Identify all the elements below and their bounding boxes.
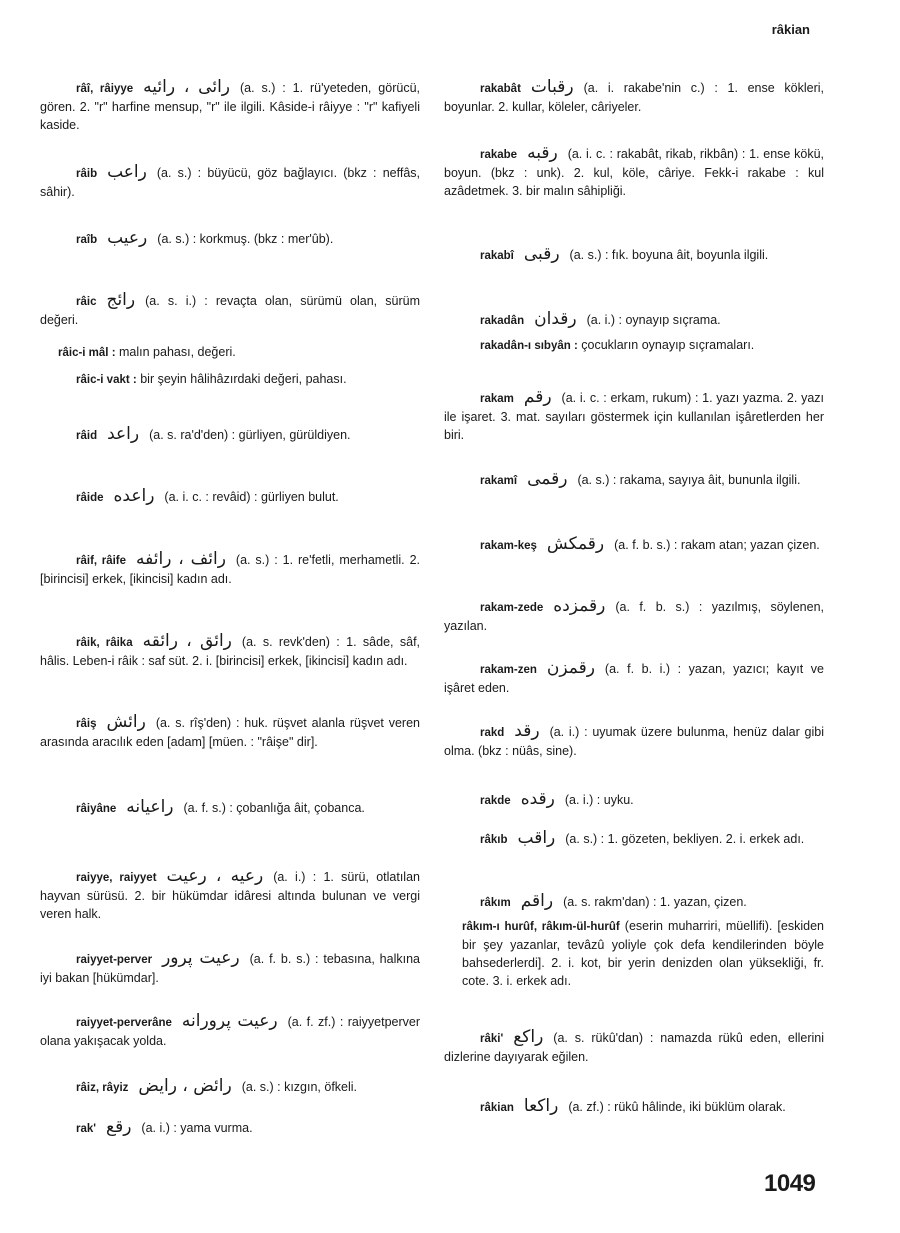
- headword: rakabât: [480, 83, 521, 95]
- headword: rak': [76, 1123, 97, 1135]
- arabic-script: رقمزن: [546, 658, 595, 678]
- headword: râî, râiyye: [76, 83, 134, 95]
- dictionary-entry: [40, 229, 420, 249]
- dictionary-entry: [444, 892, 824, 912]
- dictionary-entry: [40, 1012, 420, 1050]
- dictionary-entry: [444, 1097, 824, 1117]
- headword: rakd: [480, 727, 505, 739]
- dictionary-entry: [40, 1118, 420, 1138]
- dictionary-entry: [40, 343, 420, 362]
- headword: râiş: [76, 718, 97, 730]
- headword: rakam-zede: [480, 602, 544, 614]
- definition: bir şeyin hâlihâzırdaki değeri, pahası.: [140, 372, 347, 386]
- dictionary-entry: [40, 1077, 420, 1097]
- arabic-script: رعيه ، رعيت: [166, 866, 264, 886]
- headword: rakadân-ı sıbyân :: [480, 340, 578, 352]
- dictionary-entry: [444, 310, 824, 330]
- headword: râik, râika: [76, 637, 133, 649]
- arabic-script: رقم: [523, 387, 552, 407]
- dictionary-entry: [40, 163, 420, 201]
- headword: râic: [76, 296, 97, 308]
- dictionary-entry: [40, 867, 420, 923]
- definition: (a. s.) : büyücü, göz bağlayıcı. (bkz : neffâs, sâhir).: [40, 166, 420, 199]
- headword: râic-i mâl :: [58, 347, 116, 359]
- arabic-script: راعده: [113, 486, 155, 506]
- headword: râide: [76, 492, 104, 504]
- definition: (a. i. c. : erkam, rukum) : 1. yazı yazma. 2. yazı ile işaret. 3. mat. sayıları göstermek için kullanılan işâretlerden her biri.: [444, 391, 824, 442]
- definition: (a. s. rükû'dan) : namazda rükû eden, ellerini dizlerine dayıyarak eğilen.: [444, 1031, 824, 1064]
- arabic-script: راعيانه: [126, 797, 174, 817]
- headword: râiyâne: [76, 803, 117, 815]
- definition: (a. s.) : 1. gözeten, bekliyen. 2. i. erkek adı.: [565, 832, 805, 846]
- arabic-script: رقبه: [527, 143, 558, 163]
- dictionary-entry: [444, 1028, 824, 1066]
- headword: rakam: [480, 393, 514, 405]
- dictionary-entry: [40, 798, 420, 818]
- headword: rakadân: [480, 315, 525, 327]
- arabic-script: راكعا: [523, 1096, 559, 1116]
- headword: rakamî: [480, 475, 518, 487]
- running-head: râkian: [771, 22, 810, 37]
- arabic-script: رقده: [520, 789, 555, 809]
- dictionary-entry: [444, 722, 824, 760]
- headword: rakabe: [480, 149, 518, 161]
- definition: (a. s.) : 1. rü'yeteden, görücü, gören. 2. "r" harfine mensup, "r" ile ilgili. Kâside-i râiyye : "r" kafiyeli kaside.: [40, 81, 420, 132]
- definition: (a. i. rakabe'nin c.) : 1. ense kökleri, boyunlar. 2. kullar, köleler, câriyeler.: [444, 81, 824, 114]
- arabic-script: رقبات: [530, 77, 574, 97]
- definition: (a. i. c. : rakabât, rikab, rikbân) : 1. ense kökü, boyun. (bkz : unk). 2. kul, köle, câriye. Fekk-i rakabe : kul azâdetmek. 3. bir malın sâhipliği.: [444, 147, 824, 198]
- page-number: 1049: [764, 1170, 816, 1197]
- dictionary-entry: [444, 245, 824, 265]
- dictionary-entry: [444, 144, 824, 200]
- headword: rakabî: [480, 250, 514, 262]
- dictionary-entry: [40, 425, 420, 445]
- headword: rakam-zen: [480, 664, 537, 676]
- arabic-script: رقدان: [534, 309, 577, 329]
- definition: (a. f. b. s.) : yazılmış, söylenen, yazılan.: [444, 600, 824, 633]
- dictionary-entry: [444, 829, 824, 849]
- definition: (a. s.) : korkmuş. (bkz : mer'ûb).: [157, 232, 334, 246]
- dictionary-entry: [40, 949, 420, 987]
- headword: raiyyet-perver: [76, 954, 153, 966]
- headword: râkian: [480, 1102, 514, 1114]
- arabic-script: راعد: [107, 424, 140, 444]
- dictionary-entry: [40, 713, 420, 751]
- headword: râiz, râyiz: [76, 1082, 129, 1094]
- dictionary-entry: [444, 659, 824, 697]
- headword: râif, râife: [76, 555, 127, 567]
- arabic-script: رقمكش: [546, 534, 605, 554]
- headword: raiyye, raiyyet: [76, 872, 157, 884]
- headword: râic-i vakt :: [76, 374, 137, 386]
- headword: raîb: [76, 234, 98, 246]
- headword: râkım: [480, 897, 511, 909]
- dictionary-entry: [40, 291, 420, 329]
- definition: (a. i.) : uyumak üzere bulunma, henüz dalar gibi olma. (bkz : nüâs, sine).: [444, 725, 824, 758]
- arabic-script: رعيت پرور: [162, 948, 240, 968]
- dictionary-entry: [40, 632, 420, 670]
- dictionary-entry: [40, 487, 420, 507]
- headword: râkım-ı hurûf, râkım-ül-hurûf: [462, 921, 620, 933]
- definition: (a. i.) : uyku.: [564, 793, 634, 807]
- definition: (a. s. rakm'dan) : 1. yazan, çizen.: [563, 895, 747, 909]
- definition: (a. f. zf.) : raiyyetperver olana yakışacak yolda.: [40, 1015, 420, 1048]
- definition: (a. s.) : fık. boyuna âit, boyunla ilgili.: [569, 248, 769, 262]
- definition: çocukların oynayıp sıçramaları.: [581, 338, 755, 352]
- dictionary-entry: [444, 78, 824, 116]
- definition: (a. s. revk'den) : 1. sâde, sâf, hâlis. Leben-i râik : saf süt. 2. i. [birincisi] erkek, [ikincisi] kadın adı.: [40, 635, 421, 668]
- dictionary-entry: [40, 550, 420, 588]
- dictionary-entry: [40, 78, 420, 134]
- headword: râki': [480, 1033, 504, 1045]
- arabic-script: رقمزده: [553, 596, 606, 616]
- definition: (a. s. i.) : revaçta olan, sürümü olan, sürüm değeri.: [40, 294, 420, 327]
- arabic-script: رقمى: [527, 469, 568, 489]
- definition: (a. i.) : oynayıp sıçrama.: [586, 313, 721, 327]
- definition: (a. s.) : kızgın, öfkeli.: [241, 1080, 358, 1094]
- definition: (a. zf.) : rükû hâlinde, iki büklüm olarak.: [568, 1100, 786, 1114]
- arabic-script: راكع: [513, 1027, 544, 1047]
- arabic-script: رائش: [106, 712, 146, 732]
- definition: (a. s.) : rakama, sayıya âit, bununla ilgili.: [577, 473, 801, 487]
- definition: (a. f. s.) : çobanlığa âit, çobanca.: [183, 801, 365, 815]
- headword: râid: [76, 430, 98, 442]
- arabic-script: رائق ، رائقه: [142, 631, 232, 651]
- definition: (a. i.) : 1. sürü, otlatılan hayvan sürüsü. 2. bir hükümdar idâresi altında bulunan ve vergi veren halk.: [40, 870, 420, 921]
- arabic-script: راقم: [520, 891, 554, 911]
- definition: (a. s.) : 1. re'fetli, merhametli. 2. [birincisi] erkek, [ikincisi] kadın adı.: [40, 553, 421, 586]
- arabic-script: رعيت پرورانه: [181, 1011, 278, 1031]
- arabic-script: رقع: [106, 1117, 132, 1137]
- headword: râib: [76, 168, 98, 180]
- dictionary-entry: [444, 917, 824, 990]
- arabic-script: رعيب: [107, 228, 148, 248]
- arabic-script: رائض ، رايض: [138, 1076, 232, 1096]
- definition: (a. f. b. s.) : rakam atan; yazan çizen.: [614, 538, 820, 552]
- definition: (eserin muharriri, müellifi). [eskiden bir şey yazanlar, tevâzû yoliyle çok defa kendilerinden böyle bahsederlerdi]. 2. i. kot, bir yerin denizden olan yüksekliği, fr. cote. 3. i. erkek adı.: [462, 919, 824, 988]
- definition: (a. s. rîş'den) : huk. rüşvet alanla rüşvet veren arasında aracılık eden [adam] [müen. : "râişe" dir].: [40, 716, 420, 749]
- definition: (a. i. c. : revâid) : gürliyen bulut.: [164, 490, 339, 504]
- arabic-script: راقب: [517, 828, 556, 848]
- headword: râkıb: [480, 834, 508, 846]
- headword: rakam-keş: [480, 540, 537, 552]
- arabic-script: رقبى: [523, 244, 560, 264]
- definition: (a. i.) : yama vurma.: [141, 1121, 253, 1135]
- headword: rakde: [480, 795, 511, 807]
- dictionary-entry: [444, 790, 824, 810]
- dictionary-entry: [444, 388, 824, 444]
- definition: (a. f. b. s.) : tebasına, halkına iyi bakan [hükümdar].: [40, 952, 420, 985]
- definition: (a. f. b. i.) : yazan, yazıcı; kayıt ve işâret eden.: [444, 662, 824, 695]
- arabic-script: راعب: [107, 162, 147, 182]
- dictionary-entry: [444, 336, 824, 355]
- dictionary-entry: [444, 470, 824, 490]
- arabic-script: رائف ، رائفه: [136, 549, 226, 569]
- definition: malın pahası, değeri.: [119, 345, 236, 359]
- arabic-script: راﺋﻰ ، راﺋﻴﻪ: [143, 77, 231, 97]
- dictionary-entry: [444, 597, 824, 635]
- arabic-script: رائج: [106, 290, 136, 310]
- arabic-script: رقد: [514, 721, 540, 741]
- dictionary-entry: [444, 535, 824, 555]
- headword: raiyyet-perverâne: [76, 1017, 172, 1029]
- dictionary-entry: [40, 370, 420, 389]
- definition: (a. s. ra'd'den) : gürliyen, gürüldiyen.: [149, 428, 351, 442]
